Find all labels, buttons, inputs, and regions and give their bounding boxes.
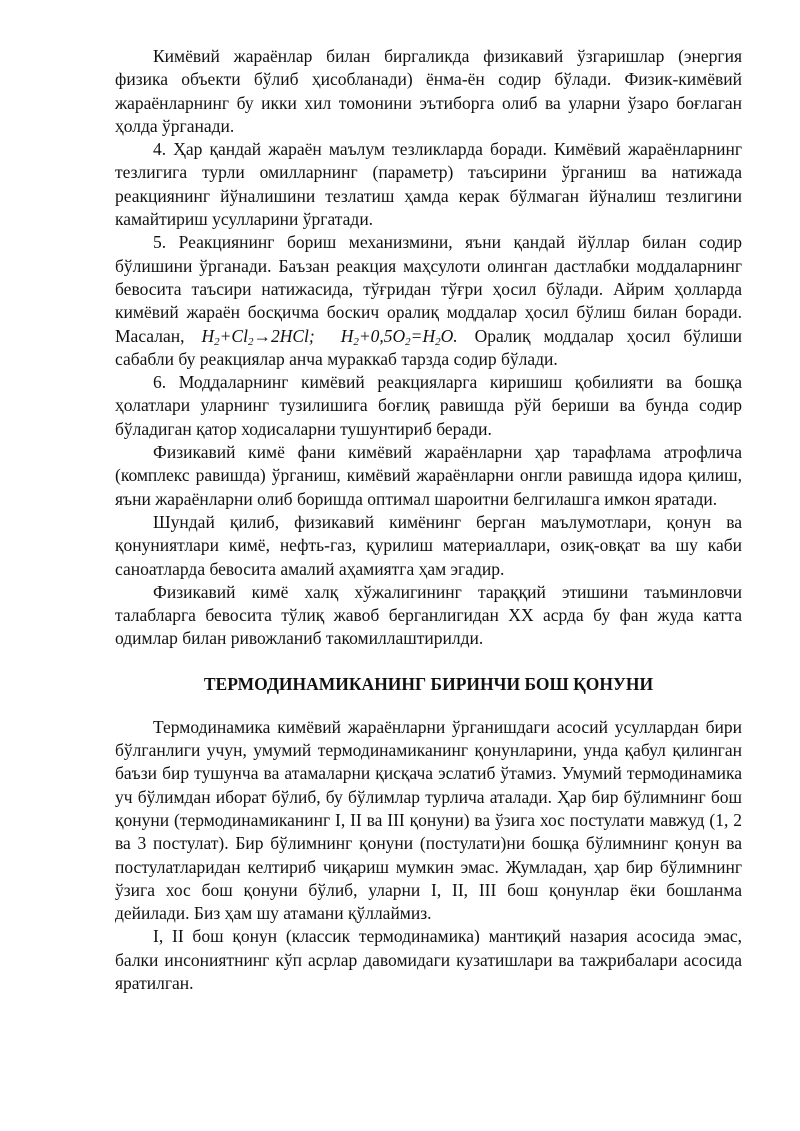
paragraph-item-6: 6. Моддаларнинг кимёвий реакцияларга киришиш қобилияти ва бошқа ҳолатлари уларнинг тузилишига боғлиқ равишда рўй бериши ва бунда содир бўладиган қатор ходисаларни тушунтириб беради.	[115, 372, 742, 439]
formula-hydrogen-oxygen: $H_2+0,5O_2=H_2O$.	[340, 325, 458, 348]
paragraph-physical-chemistry: Физикавий кимё фани кимёвий жараёнларни ҳар тарафлама атрофлича (комплекс равишда) ўрганиш, кимёвий жараёнларни онгли равишда идора қилиш, яъни жараёнларни олиб боришда оптимал шароитни белгилашга имкон яратади.	[115, 442, 742, 509]
section-heading: ТЕРМОДИНАМИКАНИНГ БИРИНЧИ БОШ ҚОНУНИ	[203, 673, 654, 694]
paragraph-item-5-text: 5. Реакциянинг бориш механизмини, яъни қандай йўллар билан содир бўлишини ўрганади. Баъзан реакция маҳсулоти олинган дастлабки моддаларнинг бевосита таъсири натижасида, тўғридан тўғри ҳосил бўлади. Айрим ҳолларда кимёвий жараён босқичма боскич оралиқ моддалар ҳосил бўлиш билан боради. Масалан,	[115, 232, 742, 346]
formula-hydrogen-chlorine: $H_2+Cl_2\to 2HCl$;	[201, 325, 315, 348]
paragraph-item-4: 4. Ҳар қандай жараён маълум тезликларда боради. Кимёвий жараёнларнинг тезлигига турли омилларнинг (параметр) таъсирини ўрганиш ва натижада реакциянинг йўналишини тезлатиш ҳамда керак бўлмаган йўналиш тезлигини камайтириш усулларини ўргатади.	[115, 139, 742, 230]
paragraph-practical-importance: Шундай қилиб, физикавий кимёнинг берган маълумотлари, қонун ва қонуниятлари кимё, нефть-газ, қурилиш материаллари, озиқ-овқат ва шу каби саноатларда бевосита амалий аҳамиятга ҳам эгадир.	[115, 511, 742, 579]
paragraph-intro: Кимёвий жараёнлар билан биргаликда физикавий ўзгаришлар (энергия физика объекти бўлиб ҳисобланади) ёнма-ён содир бўлади. Физик-кимёвий жараёнларнинг бу икки хил томонини эътиборга олиб ва уларни ўзаро боғлаган ҳолда ўрганади.	[115, 46, 742, 136]
paragraph-item-5	[115, 231, 742, 371]
paragraph-classical-thermodynamics: I, II бош қонун (классик термодинамика) мантиқий назария асосида эмас, балки инсониятнинг кўп асрлар давомидаги кузатишлари ва тажрибалари асосида яратилган.	[115, 926, 742, 993]
paragraph-thermodynamics: Термодинамика кимёвий жараёнларни ўрганишдаги асосий усуллардан бири бўлганлиги учун, умумий термодинамиканинг қонунларини, унда қабул қилинган баъзи бир тушунча ва атамаларни қисқача эслатиб ўтамиз. Умумий термодинамика уч бўлимдан иборат бўлиб, бу бўлимлар турлича аталади. Ҳар бир бўлимнинг бош қонуни (термодинамиканинг I, II ва III қонуни) ва ўзига хос постулати мавжуд (1, 2 ва 3 постулат). Бир бўлимнинг қонуни (постулати)ни бошқа бўлимнинг қонун ва постулатларидан келтириб чиқариш мумкин эмас. Жумладан, ҳар бир бўлимнинг ўзига хос бош қонуни бўлиб, уларни I, II, III бош қонунлар ёки бошланма дейилади. Биз ҳам шу атамани қўллаймиз.	[115, 716, 742, 924]
document-page	[115, 45, 742, 995]
paragraph-item-5-continuation: Оралиқ моддалар ҳосил бўлиши сабабли бу реакциялар анча мураккаб тарзда содир бўлади.	[115, 325, 743, 369]
paragraph-development: Физикавий кимё халқ хўжалигининг тараққий этишини таъминловчи талабларга бевосита тўлиқ жавоб берганлигидан XX асрда бу фан жуда катта одимлар билан ривожланиб такомиллаштирилди.	[115, 581, 742, 649]
